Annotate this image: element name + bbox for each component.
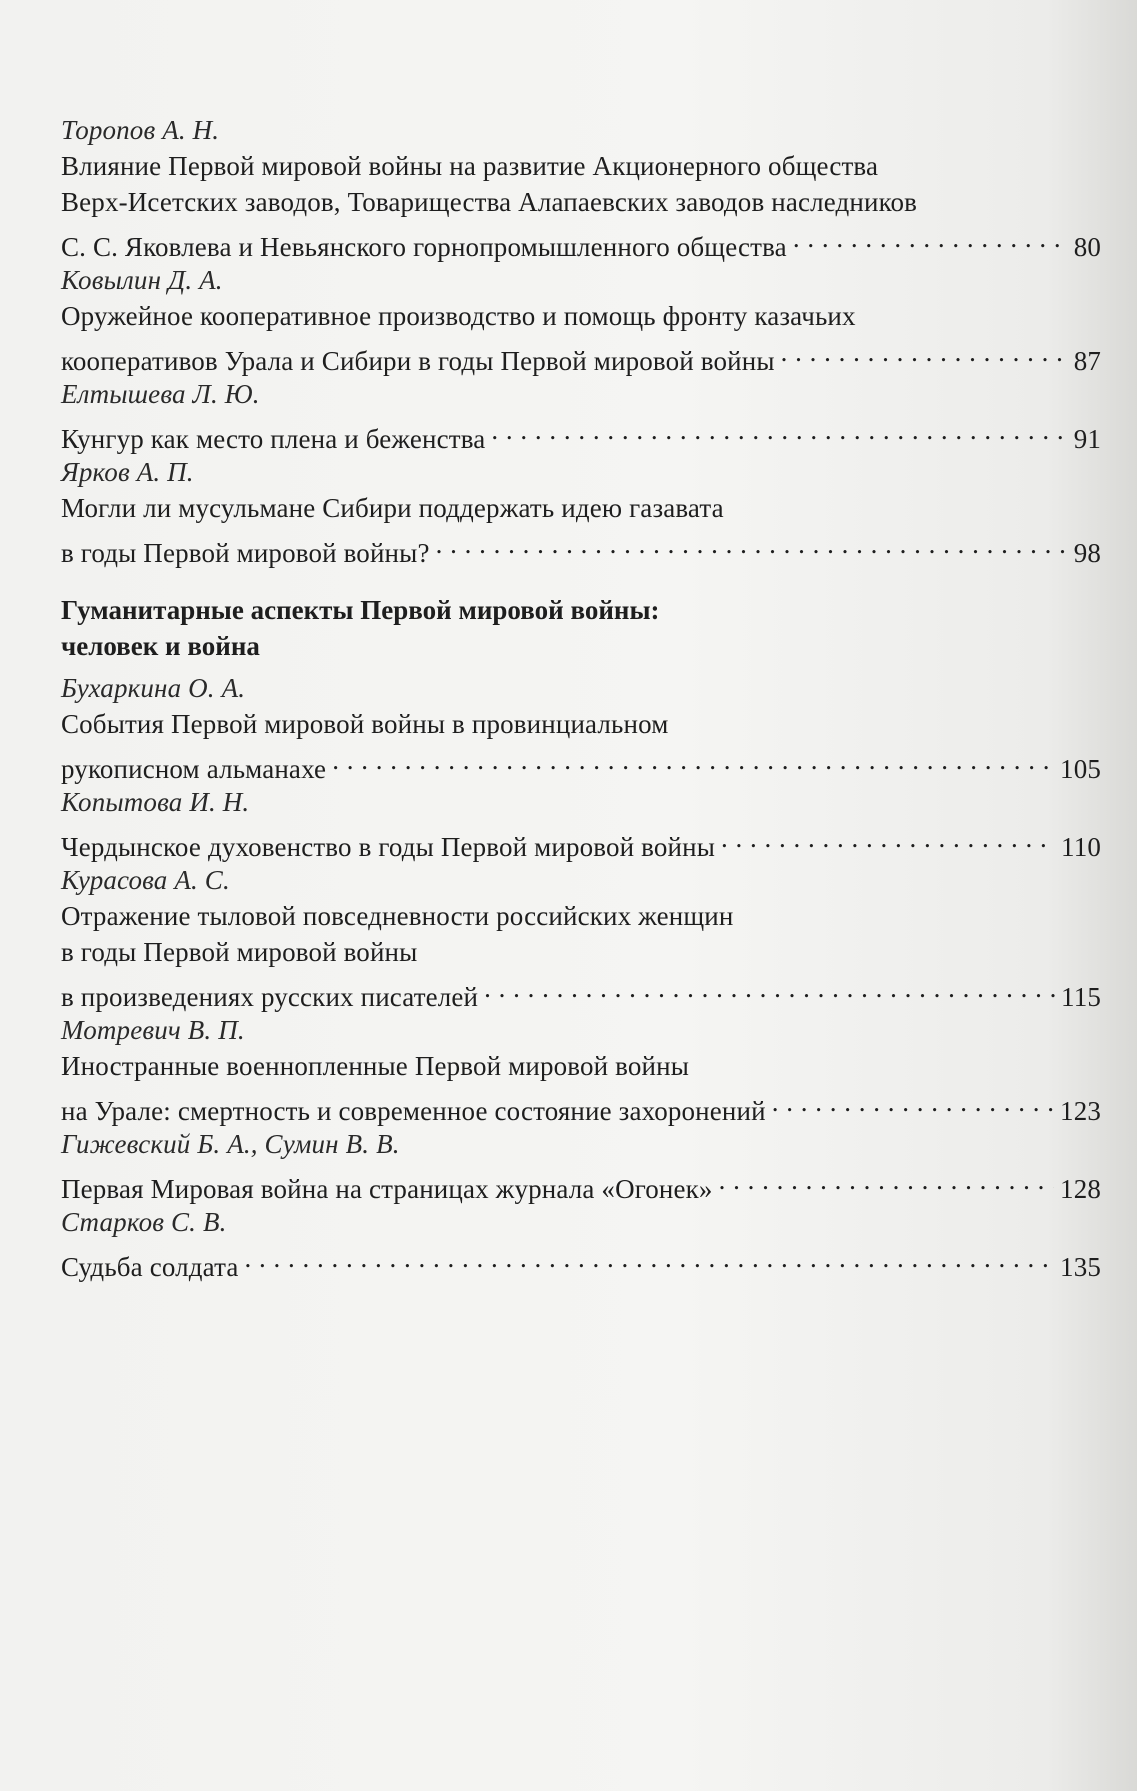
entry-title-line: Оружейное кооперативное производство и помощь фронту казачьих bbox=[61, 301, 856, 331]
entry-author: Курасова А. С. bbox=[61, 865, 230, 895]
toc-entry bbox=[61, 670, 1101, 784]
entry-author: Копытова И. Н. bbox=[61, 787, 250, 817]
page-number: 128 bbox=[1060, 1174, 1101, 1204]
entry-title-last-line bbox=[61, 412, 1101, 454]
toc-entry bbox=[61, 1012, 1101, 1126]
dot-leader bbox=[436, 526, 1068, 562]
dot-leader bbox=[491, 412, 1067, 448]
page-number: 135 bbox=[1060, 1252, 1101, 1282]
dot-leader bbox=[793, 220, 1068, 256]
entry-title-line: Верх-Исетских заводов, Товарищества Алапаевских заводов наследников bbox=[61, 187, 918, 217]
entry-title-line: в годы Первой мировой войны bbox=[61, 937, 418, 967]
entry-title-last-line bbox=[61, 1240, 1101, 1282]
entry-title-text: Кунгур как место плена и беженства bbox=[61, 424, 486, 454]
entry-title-last-line bbox=[61, 220, 1101, 262]
table-of-contents bbox=[61, 112, 1101, 1282]
dot-leader bbox=[721, 820, 1055, 856]
entry-title-last-line bbox=[61, 1084, 1101, 1126]
entry-title-text: С. С. Яковлева и Невьянского горнопромышленного общества bbox=[61, 232, 787, 262]
toc-entry bbox=[61, 784, 1101, 862]
toc-entry bbox=[61, 112, 1101, 262]
entry-title-last-line bbox=[61, 526, 1101, 568]
toc-entry bbox=[61, 1204, 1101, 1282]
page-number: 98 bbox=[1073, 538, 1101, 568]
dot-leader bbox=[772, 1084, 1054, 1120]
dot-leader bbox=[245, 1240, 1055, 1276]
dot-leader bbox=[719, 1162, 1054, 1198]
toc-entry bbox=[61, 862, 1101, 1012]
dot-leader bbox=[781, 334, 1068, 370]
entry-title-last-line bbox=[61, 820, 1101, 862]
page-number: 105 bbox=[1060, 754, 1101, 784]
entry-author: Елтышева Л. Ю. bbox=[61, 379, 260, 409]
entry-title-last-line bbox=[61, 1162, 1101, 1204]
page-number: 110 bbox=[1061, 832, 1101, 862]
entry-title-text: Чердынское духовенство в годы Первой мировой войны bbox=[61, 832, 716, 862]
entry-title-line: Могли ли мусульмане Сибири поддержать идею газавата bbox=[61, 493, 724, 523]
entry-title-line: События Первой мировой войны в провинциальном bbox=[61, 709, 669, 739]
entry-author: Старков С. В. bbox=[61, 1207, 227, 1237]
entry-title-text: на Урале: смертность и современное состояние захоронений bbox=[61, 1096, 766, 1126]
entry-title-text: Первая Мировая война на страницах журнала «Огонек» bbox=[61, 1174, 713, 1204]
toc-entry bbox=[61, 262, 1101, 376]
section-heading: Гуманитарные аспекты Первой мировой войны: bbox=[61, 595, 660, 625]
entry-title-last-line bbox=[61, 742, 1101, 784]
entry-title-line: Отражение тыловой повседневности российских женщин bbox=[61, 901, 734, 931]
entry-author: Ярков А. П. bbox=[61, 457, 194, 487]
dot-leader bbox=[332, 742, 1054, 778]
page-number: 91 bbox=[1073, 424, 1101, 454]
entry-title-line: Влияние Первой мировой войны на развитие Акционерного общества bbox=[61, 151, 879, 181]
toc-entry bbox=[61, 1126, 1101, 1204]
entry-title-text: рукописном альманахе bbox=[61, 754, 327, 784]
entry-title-last-line bbox=[61, 970, 1101, 1012]
page-number: 115 bbox=[1061, 982, 1101, 1012]
entry-author: Гижевский Б. А., Сумин В. В. bbox=[61, 1129, 400, 1159]
entry-title-text: в годы Первой мировой войны? bbox=[61, 538, 430, 568]
page-number: 80 bbox=[1073, 232, 1101, 262]
entry-title-text: в произведениях русских писателей bbox=[61, 982, 479, 1012]
entry-title-line: Иностранные военнопленные Первой мировой войны bbox=[61, 1051, 689, 1081]
toc-entry bbox=[61, 376, 1101, 454]
page-number: 87 bbox=[1073, 346, 1101, 376]
toc-entry bbox=[61, 454, 1101, 568]
section-heading-line2: человек и война bbox=[61, 631, 260, 661]
entry-title-last-line bbox=[61, 334, 1101, 376]
entry-author: Торопов А. Н. bbox=[61, 115, 220, 145]
entry-author: Бухаркина О. А. bbox=[61, 673, 246, 703]
page-number: 123 bbox=[1060, 1096, 1101, 1126]
entry-author: Мотревич В. П. bbox=[61, 1015, 245, 1045]
dot-leader bbox=[484, 970, 1055, 1006]
entry-title-text: Судьба солдата bbox=[61, 1252, 239, 1282]
entry-title-text: кооперативов Урала и Сибири в годы Первой мировой войны bbox=[61, 346, 775, 376]
entry-author: Ковылин Д. А. bbox=[61, 265, 223, 295]
